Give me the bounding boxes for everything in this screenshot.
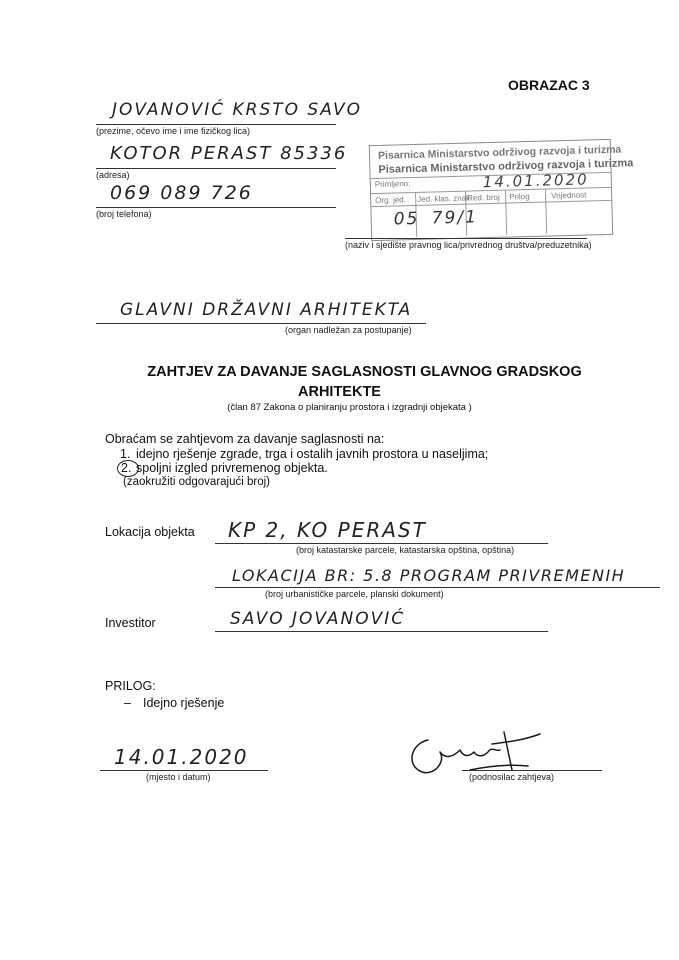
investor-handwritten: SAVO JOVANOVIĆ xyxy=(230,609,406,629)
stamp-serial-label: Red. broj xyxy=(467,192,500,203)
investor-label: Investitor xyxy=(105,616,156,630)
location-urban-caption: (broj urbanističke parcele, planski dokument) xyxy=(265,589,444,599)
location-parcel-handwritten: KP 2, KO PERAST xyxy=(228,518,427,542)
applicant-phone-line xyxy=(96,207,336,208)
option-2-number: 2. xyxy=(121,461,132,475)
location-parcel-caption: (broj katastarske parcele, katastarska opština, opština) xyxy=(296,545,515,555)
stamp-class-label: Jed. klas. znak xyxy=(417,193,471,204)
registry-stamp xyxy=(369,139,634,241)
applicant-address-handwritten: KOTOR PERAST 85336 xyxy=(110,143,348,164)
location-parcel-line xyxy=(215,543,548,544)
stamp-line-1: Pisarnica Ministarstvo održivog razvoja i turizma xyxy=(377,143,622,162)
stamp-org-label: Org. jed. xyxy=(375,195,407,206)
stamp-line-2: Pisarnica Ministarstvo održivog razvoja i turizma xyxy=(378,157,634,176)
option-2-text: spoljni izgled privremenog objekta. xyxy=(136,461,328,475)
title-line-2: ARHITEKTE xyxy=(298,384,381,400)
attachments-label: PRILOG: xyxy=(105,679,156,693)
form-code: OBRAZAC 3 xyxy=(508,77,590,93)
authority-line xyxy=(96,323,426,324)
applicant-address-caption: (adresa) xyxy=(96,170,130,180)
applicant-name-line xyxy=(96,124,336,125)
stamp-received-label: Primljeno: xyxy=(374,179,411,190)
applicant-address-line xyxy=(96,168,336,169)
title-line-1: ZAHTJEV ZA DAVANJE SAGLASNOSTI GLAVNOG GRADSKOG xyxy=(147,364,582,380)
applicant-name-handwritten: JOVANOVIĆ KRSTO SAVO xyxy=(112,100,363,120)
document-title xyxy=(0,362,679,402)
stamp-org-value: 05 xyxy=(393,208,420,230)
request-intro: Obraćam se zahtjevom za davanje saglasnosti na: xyxy=(105,432,385,446)
authority-caption: (organ nadležan za postupanje) xyxy=(285,325,412,335)
option-1-text: idejno rješenje zgrade, trga i ostalih javnih prostora u naseljima; xyxy=(136,447,489,461)
location-urban-line xyxy=(215,587,660,588)
applicant-name-caption: (prezime, očevo ime i ime fizičkog lica) xyxy=(96,126,251,136)
legal-entity-line xyxy=(345,238,587,239)
attachment-item: Idejno rješenje xyxy=(143,696,225,710)
document-subtitle: (član 87 Zakona o planiranju prostora i izgradnji objekata ) xyxy=(227,402,472,413)
stamp-value-label: Vrijednost xyxy=(551,190,587,201)
stamp-attach-label: Prilog xyxy=(509,191,530,202)
signature-caption: (podnosilac zahtjeva) xyxy=(469,772,555,782)
authority-handwritten: GLAVNI DRŽAVNI ARHITEKTA xyxy=(120,300,413,320)
investor-line xyxy=(215,631,548,632)
attachment-dash: – xyxy=(124,696,131,710)
selection-note: (zaokružiti odgovarajući broj) xyxy=(123,476,271,488)
location-label: Lokacija objekta xyxy=(105,525,195,539)
stamp-class-value: 79/1 xyxy=(431,207,479,229)
applicant-phone-caption: (broj telefona) xyxy=(96,209,152,219)
signature-line xyxy=(462,770,602,771)
applicant-phone-handwritten: 069 089 726 xyxy=(110,182,253,204)
date-line xyxy=(100,770,268,771)
date-caption: (mjesto i datum) xyxy=(146,772,211,782)
location-urban-handwritten: LOKACIJA BR: 5.8 PROGRAM PRIVREMENIH xyxy=(232,566,626,585)
option-1-number: 1. xyxy=(120,447,131,461)
legal-entity-caption: (naziv i sjedište pravnog lica/privrednog društva/preduzetnika) xyxy=(345,240,592,250)
stamp-received-date: 14.01.2020 xyxy=(482,170,589,192)
date-handwritten: 14.01.2020 xyxy=(114,745,249,769)
